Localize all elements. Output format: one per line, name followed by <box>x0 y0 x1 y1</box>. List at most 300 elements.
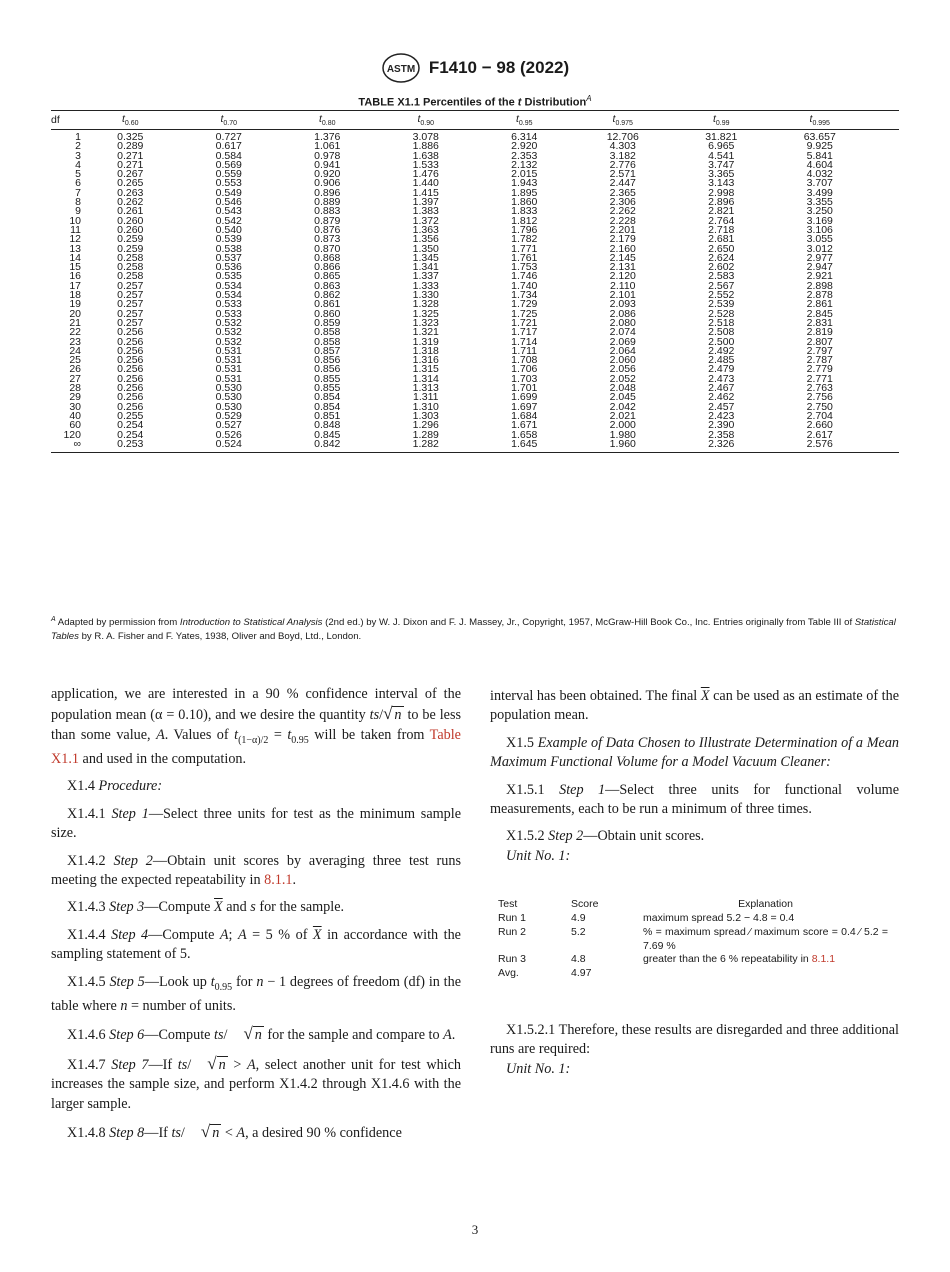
value-cell: 0.559 <box>215 168 242 181</box>
table-row <box>51 158 899 171</box>
paragraph-intro: application, we are interested in a 90 % confidence interval of the population mean (α = 0.10), and we desire the quantity ts/√ n to be less than some value, A. Values of $t_{(1-\alpha)/2} = t_{0.95}$ will be taken from Table X1.1 and used in the computation. <box>51 686 461 768</box>
value-cell: 0.529 <box>215 409 242 422</box>
value-cell: 2.508 <box>708 326 735 339</box>
value-cell: 2.262 <box>609 205 636 218</box>
value-cell: 1.714 <box>511 335 538 348</box>
value-cell: 2.101 <box>609 289 636 302</box>
table-row <box>51 384 899 393</box>
value-cell: 0.862 <box>314 289 341 302</box>
value-cell: 1.721 <box>511 316 538 329</box>
svg-text:ASTM: ASTM <box>386 64 415 75</box>
value-cell: 2.045 <box>609 391 636 404</box>
page-header <box>0 52 950 84</box>
value-cell: 3.143 <box>708 177 735 190</box>
table-row <box>51 421 899 430</box>
df-cell: 5 <box>75 168 81 181</box>
page-number: 3 <box>471 1222 479 1237</box>
value-cell: 2.042 <box>609 400 636 413</box>
unit-label: Unit No. 1: <box>506 847 571 864</box>
value-cell: 2.920 <box>511 140 538 153</box>
section-8-1-1-link[interactable]: 8.1.1 <box>264 872 293 889</box>
value-cell: 1.658 <box>511 428 538 441</box>
t-distribution-table <box>51 110 899 453</box>
value-cell: 2.056 <box>609 363 636 376</box>
value-cell: 1.833 <box>511 205 538 218</box>
table-footnote: $^A$ Adapted by permission from Introduction to Statistical Analysis (2nd ed.) by W. J. Dixon and F. J. Massey, Jr., Copyright, 1957, McGraw-Hill Book Co., Inc. Entries originally from Table III of Statistical Tables by R. A. Fisher and F. Yates, 1938, Oliver and Boyd, Ltd., London. <box>51 616 896 642</box>
value-cell: 0.524 <box>215 437 242 450</box>
table-row <box>51 291 899 300</box>
value-cell: 1.323 <box>412 316 439 329</box>
table-row: Run 1 4.9 maximum spread 5.2 − 4.8 = 0.4 <box>498 912 795 925</box>
value-cell: 0.271 <box>117 149 144 162</box>
value-cell: 2.353 <box>511 149 538 162</box>
value-cell: 1.638 <box>412 149 439 162</box>
df-cell: 12 <box>69 233 81 246</box>
df-cell: 16 <box>69 270 81 283</box>
value-cell: 2.500 <box>708 335 735 348</box>
value-cell: 0.906 <box>314 177 341 190</box>
value-cell: 0.865 <box>314 270 341 283</box>
value-cell: 2.718 <box>708 223 735 236</box>
value-cell: 2.552 <box>708 289 735 302</box>
value-cell: 0.858 <box>314 335 341 348</box>
value-cell: 0.863 <box>314 279 341 292</box>
value-cell: 2.977 <box>806 251 833 264</box>
step-3: X1.4.3 Step 3—Compute $\overline{X}$ and s for the sample. <box>67 899 345 916</box>
table-x1-1-link[interactable]: Table X1.1 <box>51 726 461 768</box>
value-cell: 0.540 <box>215 223 242 236</box>
table-row <box>51 142 899 151</box>
df-cell: 17 <box>69 279 81 292</box>
value-cell: 0.546 <box>215 196 242 209</box>
left-column <box>51 685 461 1151</box>
value-cell: 6.965 <box>708 140 735 153</box>
step-2: X1.4.2 Step 2—Obtain unit scores by averaging three test runs meeting the expected repeatability in 8.1.1. <box>51 852 461 889</box>
value-cell: 0.857 <box>314 344 341 357</box>
value-cell: 0.584 <box>215 149 242 162</box>
table-row <box>51 344 899 357</box>
df-cell: 18 <box>69 289 81 302</box>
value-cell: 0.253 <box>117 437 144 450</box>
df-cell: 29 <box>69 391 81 404</box>
value-cell: 0.856 <box>314 363 341 376</box>
df-cell: 11 <box>70 223 81 236</box>
df-cell: 60 <box>69 419 81 432</box>
value-cell: 0.262 <box>117 196 144 209</box>
df-cell: 19 <box>69 298 81 311</box>
value-cell: 0.255 <box>117 409 144 422</box>
value-cell: 2.120 <box>609 270 636 283</box>
column-header: $t_{0.975}$ <box>612 112 633 128</box>
value-cell: 0.854 <box>314 391 341 404</box>
value-cell: 1.415 <box>412 186 439 199</box>
table-row <box>51 179 899 188</box>
value-cell: 2.069 <box>609 335 636 348</box>
value-cell: 1.860 <box>511 196 538 209</box>
value-cell: 0.859 <box>314 316 341 329</box>
step-x1-5-2: X1.5.2 Step 2—Obtain unit scores. <box>506 828 705 845</box>
value-cell: 1.313 <box>412 382 439 395</box>
astm-logo-icon <box>381 52 421 84</box>
value-cell: 1.725 <box>511 307 538 320</box>
df-cell: 13 <box>69 242 81 255</box>
value-cell: 0.883 <box>314 205 341 218</box>
value-cell: 1.796 <box>511 223 538 236</box>
section-x1-4-heading: X1.4 Procedure: <box>67 778 163 795</box>
value-cell: 2.365 <box>609 186 636 199</box>
value-cell: 2.650 <box>708 242 735 255</box>
value-cell: 2.086 <box>609 307 636 320</box>
value-cell: 2.074 <box>609 326 636 339</box>
value-cell: 2.878 <box>806 289 833 302</box>
df-cell: 10 <box>69 214 81 227</box>
step-6: X1.4.6 Step 6—Compute ts/ √ n for the sample and compare to A. <box>67 1024 456 1044</box>
table-row <box>51 186 899 199</box>
value-cell: 0.858 <box>314 326 341 339</box>
table-row <box>51 149 899 162</box>
value-cell: 1.980 <box>609 428 636 441</box>
value-cell: 2.617 <box>806 428 833 441</box>
paragraph-interval: interval has been obtained. The final $\overline{X}$ can be used as an estimate of the population mean. <box>490 688 900 724</box>
value-cell: 1.895 <box>511 186 538 199</box>
value-cell: 1.476 <box>412 168 439 181</box>
value-cell: 0.325 <box>117 131 144 143</box>
value-cell: 1.282 <box>412 437 439 450</box>
column-header: $t_{0.80}$ <box>318 112 336 128</box>
value-cell: 0.258 <box>117 270 144 283</box>
value-cell: 0.873 <box>314 233 341 246</box>
value-cell: 2.807 <box>806 335 833 348</box>
value-cell: 1.341 <box>412 261 439 274</box>
value-cell: 0.533 <box>215 307 242 320</box>
table-row <box>51 356 899 365</box>
value-cell: 0.854 <box>314 400 341 413</box>
value-cell: 2.821 <box>708 205 735 218</box>
value-cell: 2.390 <box>708 419 735 432</box>
value-cell: 0.842 <box>314 437 341 450</box>
value-cell: 2.462 <box>708 391 735 404</box>
section-x1-5-heading: X1.5 Example of Data Chosen to Illustrate Determination of a Mean Maximum Functional Volume for a Model Vacuum Cleaner: <box>490 734 900 771</box>
step-8: X1.4.8 Step 8—If ts/ √ n < A, a desired 90 % confidence <box>67 1121 402 1141</box>
value-cell: 2.756 <box>806 391 833 404</box>
value-cell: 0.258 <box>117 261 144 274</box>
value-cell: 3.182 <box>609 149 636 162</box>
value-cell: 0.896 <box>314 186 341 199</box>
df-cell: 14 <box>69 251 81 264</box>
df-cell: 7 <box>75 186 81 199</box>
value-cell: 2.896 <box>708 196 735 209</box>
value-cell: 0.267 <box>117 168 144 181</box>
value-cell: 1.356 <box>412 233 439 246</box>
value-cell: 0.553 <box>215 177 242 190</box>
df-cell: 30 <box>69 400 81 413</box>
value-cell: 2.898 <box>806 279 833 292</box>
value-cell: 2.921 <box>806 270 833 283</box>
value-cell: 2.861 <box>806 298 833 311</box>
value-cell: 1.350 <box>412 242 439 255</box>
value-cell: 0.530 <box>215 391 242 404</box>
value-cell: 1.717 <box>511 326 538 339</box>
df-cell: 1 <box>75 131 81 143</box>
df-cell: 3 <box>75 149 81 162</box>
value-cell: 0.542 <box>215 214 242 227</box>
value-cell: 0.534 <box>215 289 242 302</box>
value-cell: 1.314 <box>412 372 439 385</box>
value-cell: 3.078 <box>412 131 439 143</box>
value-cell: 0.978 <box>314 149 341 162</box>
value-cell: 2.000 <box>609 419 636 432</box>
value-cell: 2.819 <box>806 326 833 339</box>
value-cell: 2.776 <box>609 158 636 171</box>
value-cell: 0.254 <box>117 419 144 432</box>
value-cell: 1.311 <box>413 391 439 404</box>
table-row <box>51 428 899 441</box>
value-cell: 1.330 <box>412 289 439 302</box>
value-cell: 1.684 <box>511 409 538 422</box>
value-cell: 2.681 <box>708 233 735 246</box>
value-cell: 2.145 <box>609 251 636 264</box>
value-cell: 2.473 <box>708 372 735 385</box>
value-cell: 2.015 <box>511 168 538 181</box>
value-cell: 1.376 <box>314 131 341 143</box>
value-cell: 2.602 <box>708 261 735 274</box>
value-cell: 4.303 <box>609 140 636 153</box>
value-cell: 2.201 <box>609 223 636 236</box>
df-cell: 20 <box>69 307 81 320</box>
value-cell: 2.492 <box>708 344 735 357</box>
df-cell: 6 <box>75 177 81 190</box>
value-cell: 2.179 <box>609 233 636 246</box>
column-header: $t_{0.99}$ <box>712 112 730 128</box>
value-cell: 4.604 <box>806 158 833 171</box>
value-cell: 2.052 <box>609 372 636 385</box>
df-cell: 26 <box>69 363 81 376</box>
value-cell: 2.060 <box>609 354 636 367</box>
value-cell: 0.861 <box>314 298 341 311</box>
table-row <box>51 251 899 264</box>
table-header-row <box>51 111 899 130</box>
value-cell: 2.228 <box>609 214 636 227</box>
value-cell: 0.539 <box>215 233 242 246</box>
value-cell: 2.660 <box>806 419 833 432</box>
df-cell: 21 <box>69 316 81 329</box>
value-cell: 2.787 <box>806 354 833 367</box>
value-cell: 2.831 <box>806 316 833 329</box>
table-body <box>51 130 899 452</box>
value-cell: 3.012 <box>806 242 833 255</box>
value-cell: 1.699 <box>511 391 538 404</box>
column-header: $t_{0.995}$ <box>809 112 830 128</box>
value-cell: 0.257 <box>117 298 144 311</box>
table-row: Avg. 4.97 <box>498 967 592 980</box>
value-cell: 5.841 <box>806 149 833 162</box>
value-cell: 0.531 <box>215 354 242 367</box>
value-cell: 1.337 <box>412 270 439 283</box>
value-cell: 0.530 <box>215 382 242 395</box>
value-cell: 2.326 <box>708 437 735 450</box>
df-cell: 40 <box>69 409 81 422</box>
table-row <box>51 393 899 402</box>
value-cell: 2.358 <box>708 428 735 441</box>
value-cell: 0.879 <box>314 214 341 227</box>
value-cell: 2.093 <box>609 298 636 311</box>
table-row <box>51 207 899 216</box>
df-cell: 9 <box>75 205 81 218</box>
value-cell: 2.947 <box>806 261 833 274</box>
value-cell: 1.734 <box>511 289 538 302</box>
value-cell: 0.534 <box>215 279 242 292</box>
column-header: $t_{0.70}$ <box>220 112 238 128</box>
value-cell: 0.538 <box>215 242 242 255</box>
table-row <box>51 307 899 320</box>
unit-label: Unit No. 1: <box>506 1060 571 1077</box>
value-cell: 1.753 <box>511 261 538 274</box>
value-cell: 2.539 <box>708 298 735 311</box>
value-cell: 2.998 <box>708 186 735 199</box>
value-cell: 2.576 <box>806 437 833 450</box>
df-cell: 22 <box>69 326 81 339</box>
table-row <box>51 437 899 450</box>
value-cell: 1.397 <box>412 196 439 209</box>
value-cell: 0.256 <box>117 372 144 385</box>
value-cell: 3.365 <box>708 168 735 181</box>
value-cell: 1.372 <box>412 214 439 227</box>
value-cell: 3.355 <box>806 196 833 209</box>
df-cell: 120 <box>63 428 81 441</box>
value-cell: 1.289 <box>412 428 439 441</box>
value-cell: 1.701 <box>511 382 538 395</box>
value-cell: 9.925 <box>806 140 833 153</box>
table-row: Run 3 4.8 greater than the 6 % repeatability in 8.1.1 <box>498 953 836 966</box>
value-cell: 0.257 <box>117 289 144 302</box>
value-cell: 0.260 <box>117 223 144 236</box>
value-cell: 0.531 <box>215 363 242 376</box>
value-cell: 0.256 <box>117 326 144 339</box>
df-cell: ∞ <box>73 437 81 450</box>
value-cell: 0.256 <box>117 354 144 367</box>
value-cell: 2.457 <box>708 400 735 413</box>
value-cell: 0.848 <box>314 419 341 432</box>
value-cell: 0.257 <box>117 316 144 329</box>
value-cell: 2.797 <box>806 344 833 357</box>
value-cell: 1.061 <box>314 140 341 153</box>
value-cell: 0.261 <box>117 205 144 218</box>
step-7: X1.4.7 Step 7—If ts/ √ n > A, select another unit for test which increases the sample size, and perform X1.4.2 through X1.4.6 with the larger sample. <box>51 1053 462 1112</box>
column-header: $t_{0.60}$ <box>121 112 139 128</box>
table-row <box>51 214 899 227</box>
value-cell: 0.260 <box>117 214 144 227</box>
value-cell: 0.536 <box>215 261 242 274</box>
table-row <box>51 300 899 309</box>
value-cell: 0.531 <box>215 344 242 357</box>
value-cell: 1.383 <box>412 205 439 218</box>
table-row: Run 2 5.2 % = maximum spread ⁄ maximum score = 0.4 ⁄ 5.2 = 7.69 % <box>498 925 888 952</box>
value-cell: 0.530 <box>215 400 242 413</box>
value-cell: 1.318 <box>412 344 439 357</box>
value-cell: 0.569 <box>215 158 242 171</box>
value-cell: 2.447 <box>609 177 636 190</box>
value-cell: 0.526 <box>215 428 242 441</box>
value-cell: 1.960 <box>609 437 636 450</box>
runs-header-row: Test Score Explanation <box>498 898 793 911</box>
value-cell: 0.256 <box>117 335 144 348</box>
table-row <box>51 272 899 281</box>
value-cell: 0.856 <box>314 354 341 367</box>
right-column <box>490 687 899 1087</box>
value-cell: 1.345 <box>412 251 439 264</box>
df-cell: 28 <box>69 382 81 395</box>
value-cell: 0.866 <box>314 261 341 274</box>
value-cell: 2.764 <box>708 214 735 227</box>
step-4: X1.4.4 Step 4—Compute A; A = 5 % of $\overline{X}$ in accordance with the sampling statement of 5. <box>51 926 461 963</box>
value-cell: 0.855 <box>314 382 341 395</box>
value-cell: 2.064 <box>609 344 636 357</box>
value-cell: 1.310 <box>412 400 439 413</box>
value-cell: 4.032 <box>806 168 833 181</box>
value-cell: 1.321 <box>412 326 439 339</box>
value-cell: 1.703 <box>511 372 538 385</box>
value-cell: 2.567 <box>708 279 735 292</box>
value-cell: 0.258 <box>117 251 144 264</box>
value-cell: 3.707 <box>806 177 833 190</box>
value-cell: 0.254 <box>117 428 144 441</box>
value-cell: 1.761 <box>511 251 538 264</box>
value-cell: 2.160 <box>609 242 636 255</box>
value-cell: 2.131 <box>609 261 636 274</box>
value-cell: 0.868 <box>314 251 341 264</box>
value-cell: 0.256 <box>117 391 144 404</box>
step-x1-5-2-1: X1.5.2.1 Therefore, these results are disregarded and three additional runs are required: <box>490 1022 899 1058</box>
value-cell: 1.943 <box>511 177 538 190</box>
value-cell: 2.423 <box>708 409 735 422</box>
step-5: X1.4.5 Step 5—Look up $t_{0.95}$ for n − 1 degrees of freedom (df) in the table where n = number of units. <box>51 973 461 1014</box>
value-cell: 2.479 <box>708 363 735 376</box>
value-cell: 1.886 <box>412 140 439 153</box>
table-row <box>51 235 899 244</box>
value-cell: 0.860 <box>314 307 341 320</box>
value-cell: 2.485 <box>708 354 735 367</box>
value-cell: 0.265 <box>117 177 144 190</box>
df-header: df <box>51 114 60 126</box>
value-cell: 1.363 <box>412 223 439 236</box>
value-cell: 0.876 <box>314 223 341 236</box>
value-cell: 0.263 <box>117 186 144 199</box>
value-cell: 2.704 <box>806 409 833 422</box>
value-cell: 31.821 <box>705 131 738 143</box>
df-cell: 24 <box>69 344 81 357</box>
value-cell: 0.257 <box>117 279 144 292</box>
value-cell: 1.316 <box>412 354 439 367</box>
step-1: X1.4.1 Step 1—Select three units for test as the minimum sample size. <box>51 805 461 842</box>
value-cell: 2.048 <box>609 382 636 395</box>
value-cell: 6.314 <box>511 131 538 143</box>
table-row <box>51 365 899 374</box>
value-cell: 2.571 <box>609 168 636 181</box>
value-cell: 0.527 <box>215 419 242 432</box>
table-row <box>51 400 899 413</box>
table-row <box>51 316 899 329</box>
value-cell: 1.782 <box>511 233 538 246</box>
section-8-1-1-link[interactable]: 8.1.1 <box>811 953 836 966</box>
value-cell: 0.289 <box>117 140 144 153</box>
value-cell: 2.021 <box>609 409 636 422</box>
value-cell: 0.532 <box>215 335 242 348</box>
value-cell: 2.845 <box>806 307 833 320</box>
value-cell: 3.250 <box>806 205 833 218</box>
value-cell: 0.870 <box>314 242 341 255</box>
value-cell: 1.645 <box>511 437 538 450</box>
value-cell: 3.169 <box>806 214 833 227</box>
